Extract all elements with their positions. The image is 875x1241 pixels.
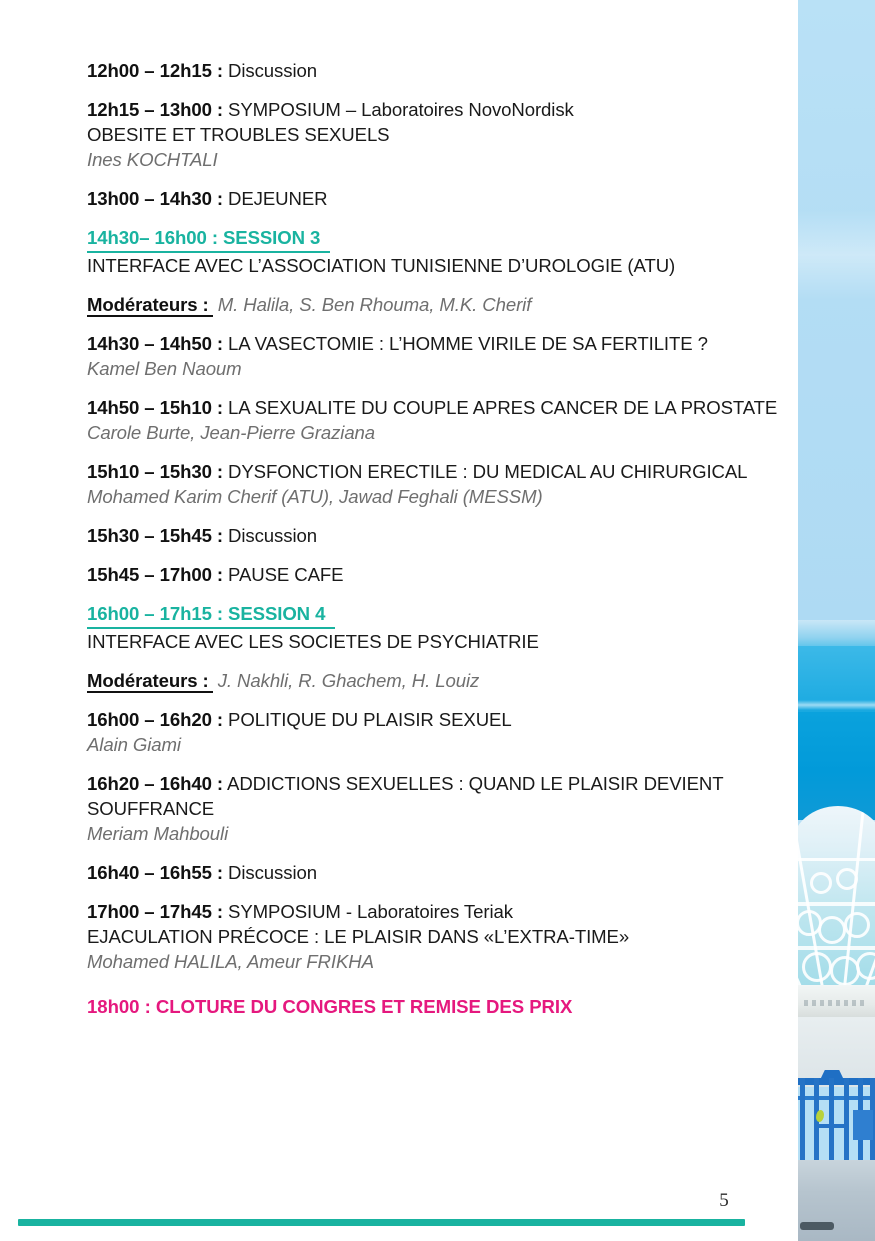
entry-main-line — [87, 97, 787, 122]
entry-title: ADDICTIONS SEXUELLES : QUAND LE PLAISIR DEVIENT SOUFFRANCE — [87, 773, 724, 819]
photo-wall-inscription — [804, 1000, 868, 1006]
schedule-entry — [87, 860, 787, 885]
moderators-row — [87, 668, 787, 693]
photo-sea — [798, 712, 875, 820]
entry-main-line — [87, 459, 787, 484]
schedule-entry — [87, 899, 787, 974]
entry-title: DEJEUNER — [222, 188, 328, 209]
entry-main-line — [87, 860, 787, 885]
decorative-photo-strip — [798, 0, 875, 1241]
entry-time: 17h00 – 17h45 : — [87, 901, 223, 922]
entry-speaker: Alain Giami — [87, 734, 181, 755]
moderators-names: M. Halila, S. Ben Rhouma, M.K. Cherif — [212, 294, 532, 315]
session-subtitle: INTERFACE AVEC L’ASSOCIATION TUNISIENNE D’UROLOGIE (ATU) — [87, 255, 676, 276]
entry-title: DYSFONCTION ERECTILE : DU MEDICAL AU CHIRURGICAL — [222, 461, 748, 482]
entry-time: 14h50 – 15h10 : — [87, 397, 223, 418]
entry-title: PAUSE CAFE — [222, 564, 344, 585]
entry-time: 15h10 – 15h30 : — [87, 461, 223, 482]
entry-time: 12h00 – 12h15 : — [87, 60, 223, 81]
entry-main-line — [87, 395, 787, 420]
entry-subtitle: OBESITE ET TROUBLES SEXUELS — [87, 124, 390, 145]
entry-time: 12h15 – 13h00 : — [87, 99, 223, 120]
entry-speaker: Carole Burte, Jean-Pierre Graziana — [87, 422, 376, 443]
session-title-row — [87, 225, 787, 253]
page-number: 5 — [719, 1190, 729, 1211]
entry-speaker: Kamel Ben Naoum — [87, 358, 242, 379]
schedule-entry — [87, 186, 787, 211]
entry-speaker: Mohamed HALILA, Ameur FRIKHA — [87, 951, 374, 972]
entry-title: Discussion — [222, 525, 317, 546]
schedule-entry — [87, 707, 787, 757]
entry-time: 13h00 – 14h30 : — [87, 188, 223, 209]
entry-title: SYMPOSIUM - Laboratoires Teriak — [222, 901, 513, 922]
schedule-entry — [87, 395, 787, 445]
entry-main-line — [87, 562, 787, 587]
session-header — [87, 601, 787, 655]
moderators-line — [87, 668, 787, 693]
entry-time: 16h20 – 16h40 : — [87, 773, 223, 794]
entry-main-line — [87, 523, 787, 548]
entry-title: LA SEXUALITE DU COUPLE APRES CANCER DE LA PROSTATE — [222, 397, 778, 418]
schedule-entry — [87, 523, 787, 548]
entry-main-line — [87, 331, 787, 356]
session-title-row — [87, 601, 787, 629]
photo-ironwork-dome — [798, 806, 875, 996]
photo-sky-haze — [798, 210, 875, 300]
photo-sky — [798, 0, 875, 640]
closing-announcement — [87, 994, 787, 1020]
entry-time: 16h40 – 16h55 : — [87, 862, 223, 883]
session-header — [87, 225, 787, 279]
moderators-row — [87, 292, 787, 317]
entry-main-line — [87, 58, 787, 83]
entry-title: POLITIQUE DU PLAISIR SEXUEL — [222, 709, 512, 730]
photo-ground-object — [800, 1222, 834, 1230]
entry-time: 14h30 – 14h50 : — [87, 333, 223, 354]
schedule-entry — [87, 58, 787, 83]
schedule-entry — [87, 331, 787, 381]
entry-main-line — [87, 186, 787, 211]
schedule-entry — [87, 459, 787, 509]
session-title: 16h00 – 17h15 : SESSION 4 — [87, 601, 335, 629]
footer-accent-bar — [18, 1219, 745, 1226]
entry-title: SYMPOSIUM – Laboratoires NovoNordisk — [222, 99, 574, 120]
moderators-label: Modérateurs : — [87, 294, 213, 317]
entry-speaker: Meriam Mahbouli — [87, 823, 229, 844]
entry-speaker: Ines KOCHTALI — [87, 149, 218, 170]
schedule-entry — [87, 97, 787, 172]
schedule-entry — [87, 562, 787, 587]
moderators-names: J. Nakhli, R. Ghachem, H. Louiz — [212, 670, 480, 691]
moderators-label: Modérateurs : — [87, 670, 213, 693]
session-title: 14h30– 16h00 : SESSION 3 — [87, 225, 330, 253]
entry-title: Discussion — [222, 60, 317, 81]
entry-time: 16h00 – 16h20 : — [87, 709, 223, 730]
entry-time: 15h30 – 15h45 : — [87, 525, 223, 546]
entry-speaker: Mohamed Karim Cherif (ATU), Jawad Feghali (MESSM) — [87, 486, 543, 507]
entry-time: 15h45 – 17h00 : — [87, 564, 223, 585]
entry-title: LA VASECTOMIE : L’HOMME VIRILE DE SA FERTILITE ? — [222, 333, 708, 354]
photo-sea-streak — [798, 700, 875, 710]
entry-main-line — [87, 899, 787, 924]
program-schedule — [87, 58, 787, 1034]
entry-main-line — [87, 707, 787, 732]
session-subtitle: INTERFACE AVEC LES SOCIETES DE PSYCHIATRIE — [87, 631, 539, 652]
closing-text: 18h00 : CLOTURE DU CONGRES ET REMISE DES PRIX — [87, 996, 573, 1017]
entry-title: Discussion — [222, 862, 317, 883]
schedule-entry — [87, 771, 787, 846]
entry-subtitle: EJACULATION PRÉCOCE : LE PLAISIR DANS «L’EXTRA-TIME» — [87, 926, 630, 947]
entry-main-line — [87, 771, 787, 821]
moderators-line — [87, 292, 787, 317]
